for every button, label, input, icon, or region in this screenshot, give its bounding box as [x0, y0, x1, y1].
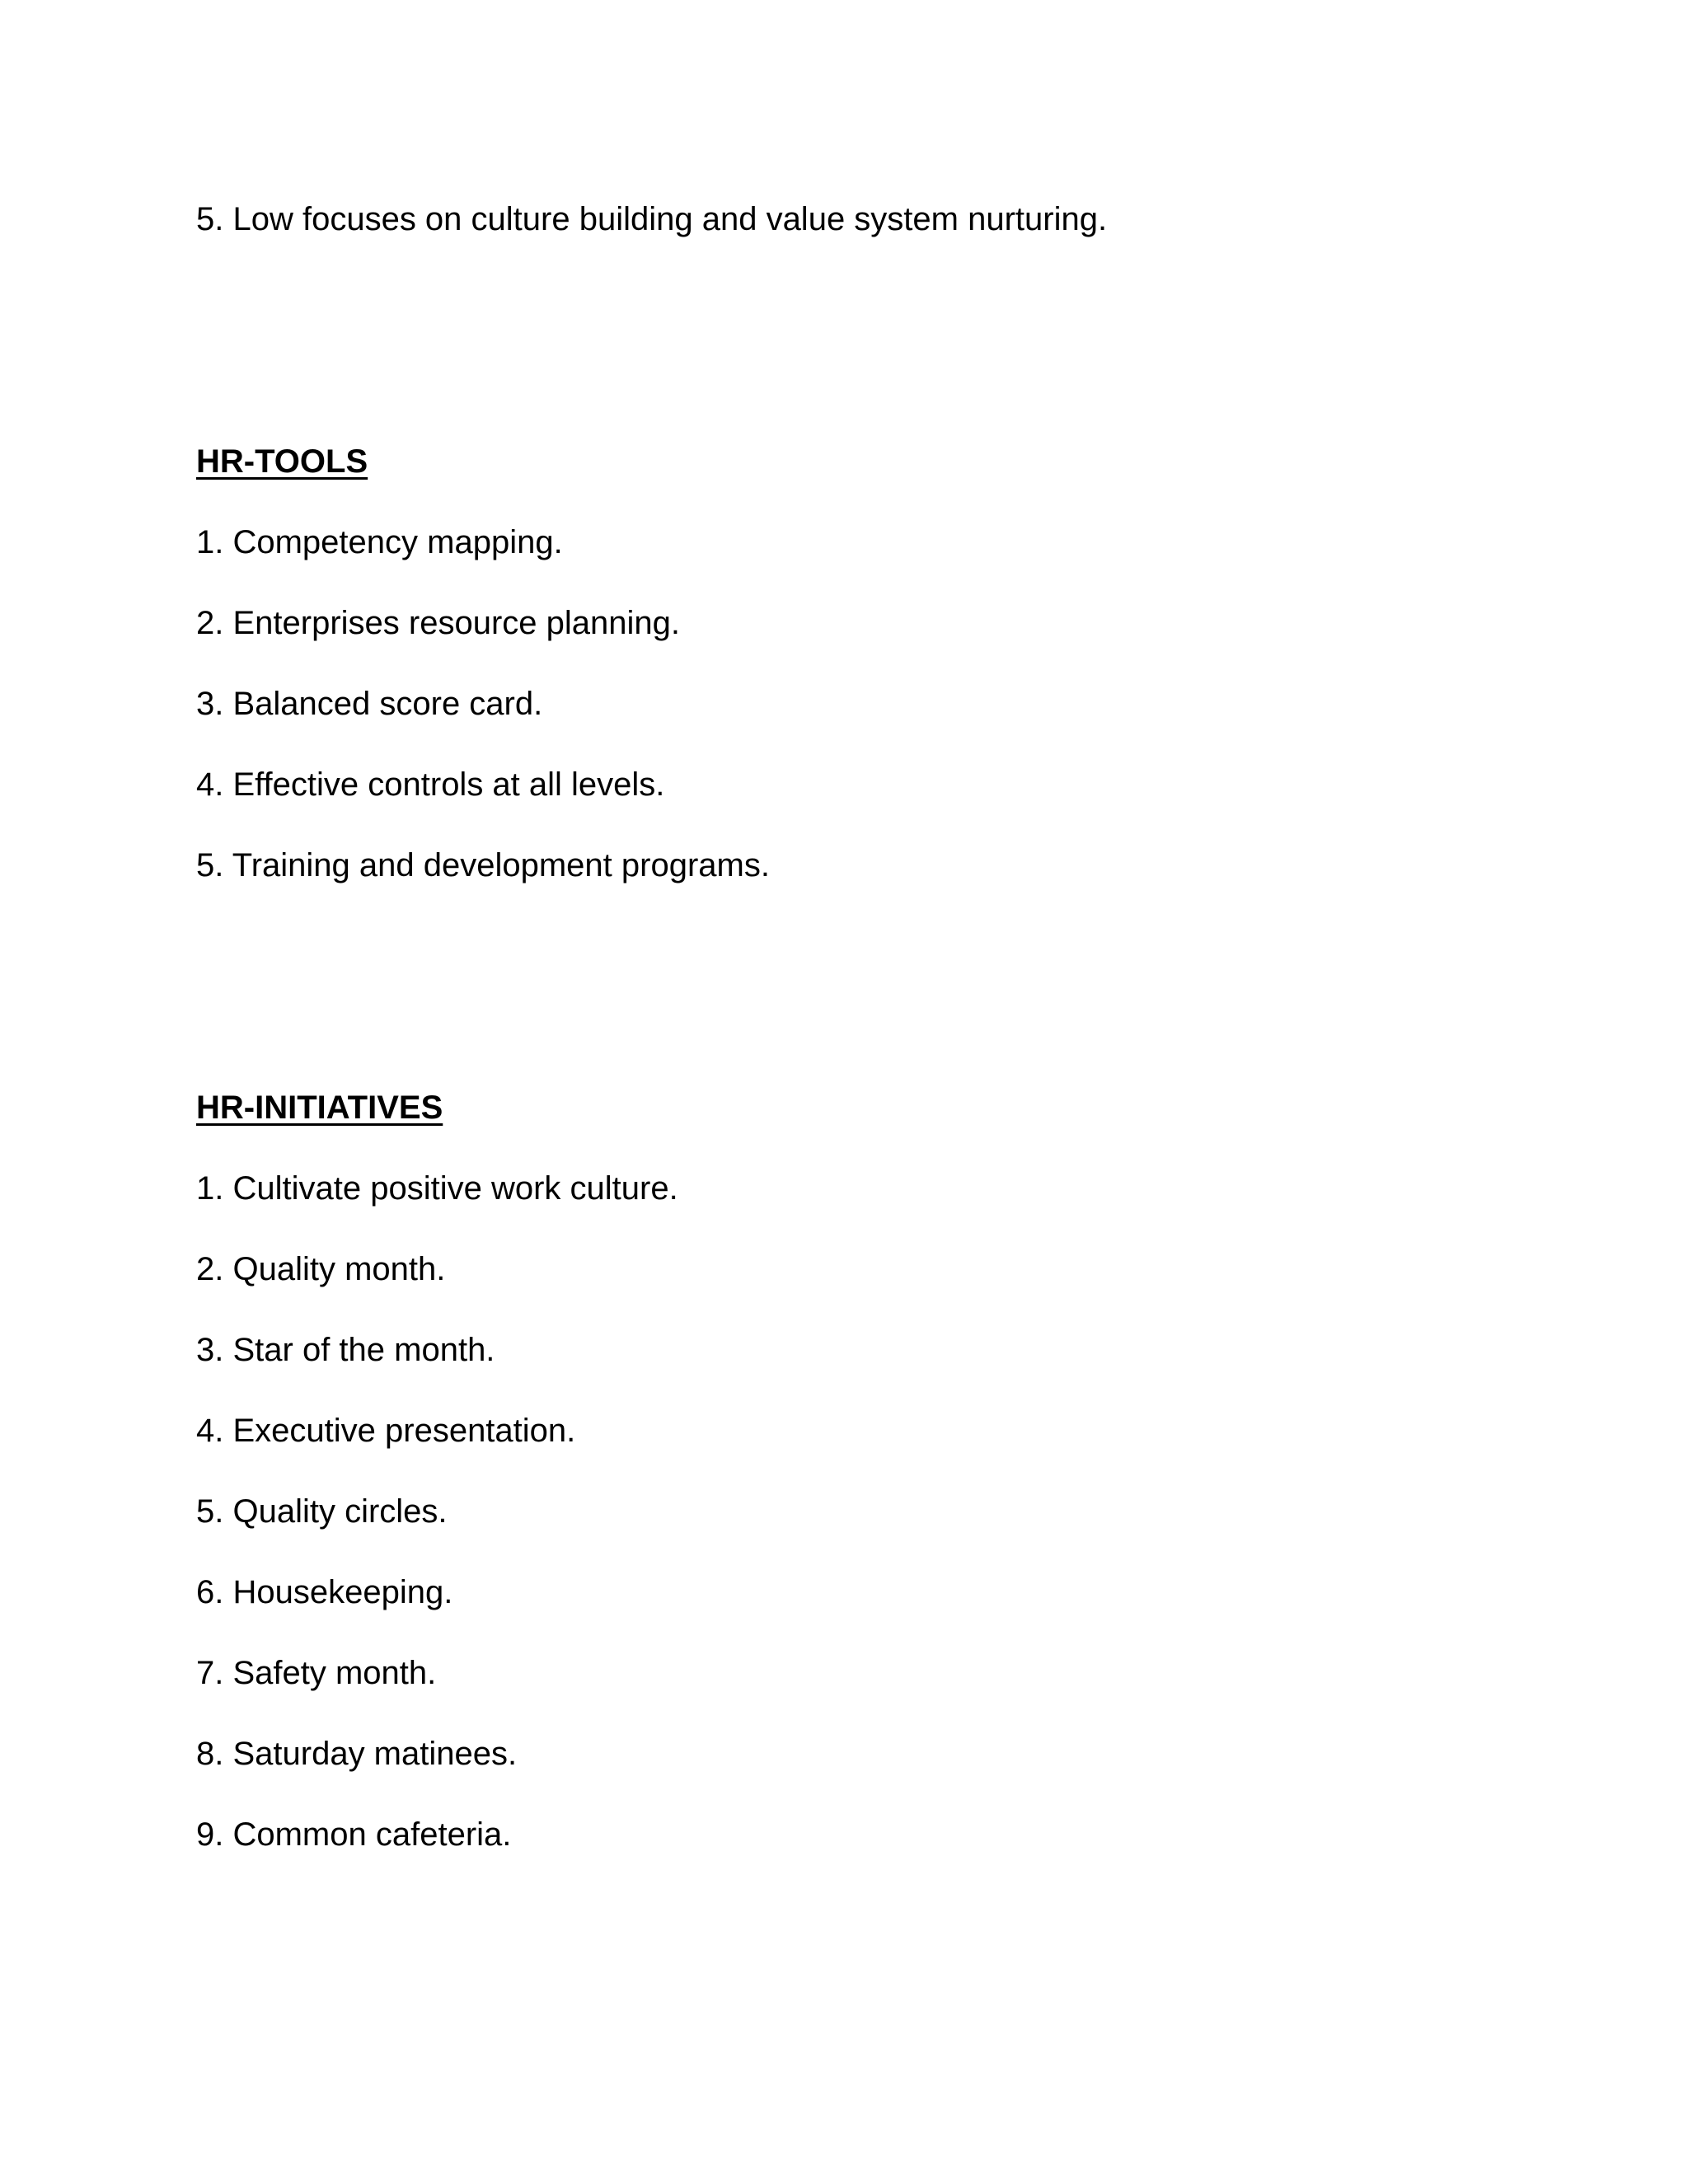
hr-tools-item: 2. Enterprises resource planning. [196, 605, 680, 641]
hr-initiatives-heading: HR-INITIATIVES [196, 1090, 443, 1126]
hr-initiatives-item: 8. Saturday matinees. [196, 1736, 518, 1772]
hr-initiatives-item: 9. Common cafeteria. [196, 1816, 512, 1853]
hr-initiatives-item: 2. Quality month. [196, 1251, 446, 1287]
hr-initiatives-item: 1. Cultivate positive work culture. [196, 1170, 678, 1207]
hr-tools-item: 4. Effective controls at all levels. [196, 766, 665, 803]
previous-list-item-5: 5. Low focuses on culture building and value system nurturing. [196, 201, 1108, 237]
hr-initiatives-item: 6. Housekeeping. [196, 1574, 453, 1610]
hr-initiatives-item: 7. Safety month. [196, 1655, 437, 1691]
hr-tools-item: 3. Balanced score card. [196, 686, 543, 722]
hr-initiatives-item: 4. Executive presentation. [196, 1413, 576, 1449]
hr-tools-item: 5. Training and development programs. [196, 847, 770, 883]
hr-initiatives-item: 3. Star of the month. [196, 1332, 495, 1368]
hr-tools-item: 1. Competency mapping. [196, 524, 563, 560]
hr-initiatives-item: 5. Quality circles. [196, 1493, 448, 1530]
hr-tools-heading: HR-TOOLS [196, 443, 368, 480]
